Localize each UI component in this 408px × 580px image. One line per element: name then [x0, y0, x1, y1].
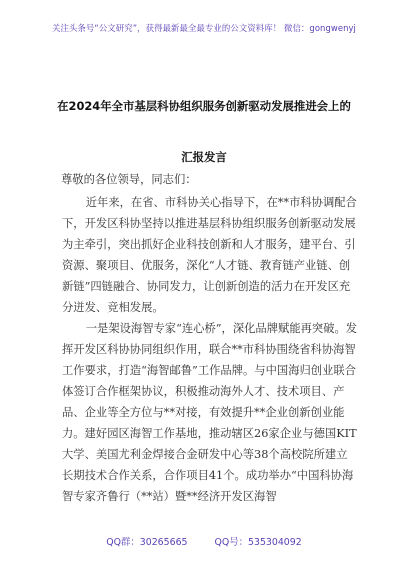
- paragraph-intro: [62, 192, 358, 318]
- footer-qq-number: QQ号：535304092: [214, 537, 302, 548]
- paragraph-intro-text: 近年来，在省、市科协关心指导下，在**市科协调配合下，开发区科协坚持以推进基层科协组织服务创新驱动发展为主牵引，突出抓好企业科技创新和人才服务，建平台、引资源、聚项目、优服务，深化“人才链、教育链产业链、创新链”四链融合、协同发力，让创新创造的活力在开发区充分迸发、竞相发展。: [62, 196, 357, 314]
- document-title-line1: 在2024年全市基层科协组织服务创新驱动发展推进会上的: [57, 99, 351, 113]
- paragraph-first-point-text: 一是架设海智专家“连心桥”，深化品牌赋能再突破。发挥开发区科协协同组织作用，联合**市科协围绕省科协海智工作要求，打造“海智邮鲁”工作品牌。与中国海归创业联合体签订合作框架协议，积极推动海外人才、技术项目、产品、企业等全方位与**对接，有效提升**企业创新创业能力。建好园区海智工作基地，推动辖区26家企业与德国KIT大学、美国尤利金焊接合金研发中心等38个高校院所建立长期技术合作关系，合作项目41个。成功举办“中国科协海智专家齐鲁行（**站）暨**经济开发区海智: [62, 322, 358, 503]
- footer-qq-group: QQ群：30265665: [106, 537, 188, 548]
- header-banner: 关注头条号“公文研究”，获得最新最全最专业的公文资料库！ 微信：gongwenyj: [52, 23, 356, 33]
- paragraph-first-point: [62, 318, 358, 507]
- footer-contact: [0, 534, 408, 548]
- document-title-line2: 汇报发言: [181, 150, 227, 164]
- salutation: 尊敬的各位领导，同志们：: [61, 173, 197, 186]
